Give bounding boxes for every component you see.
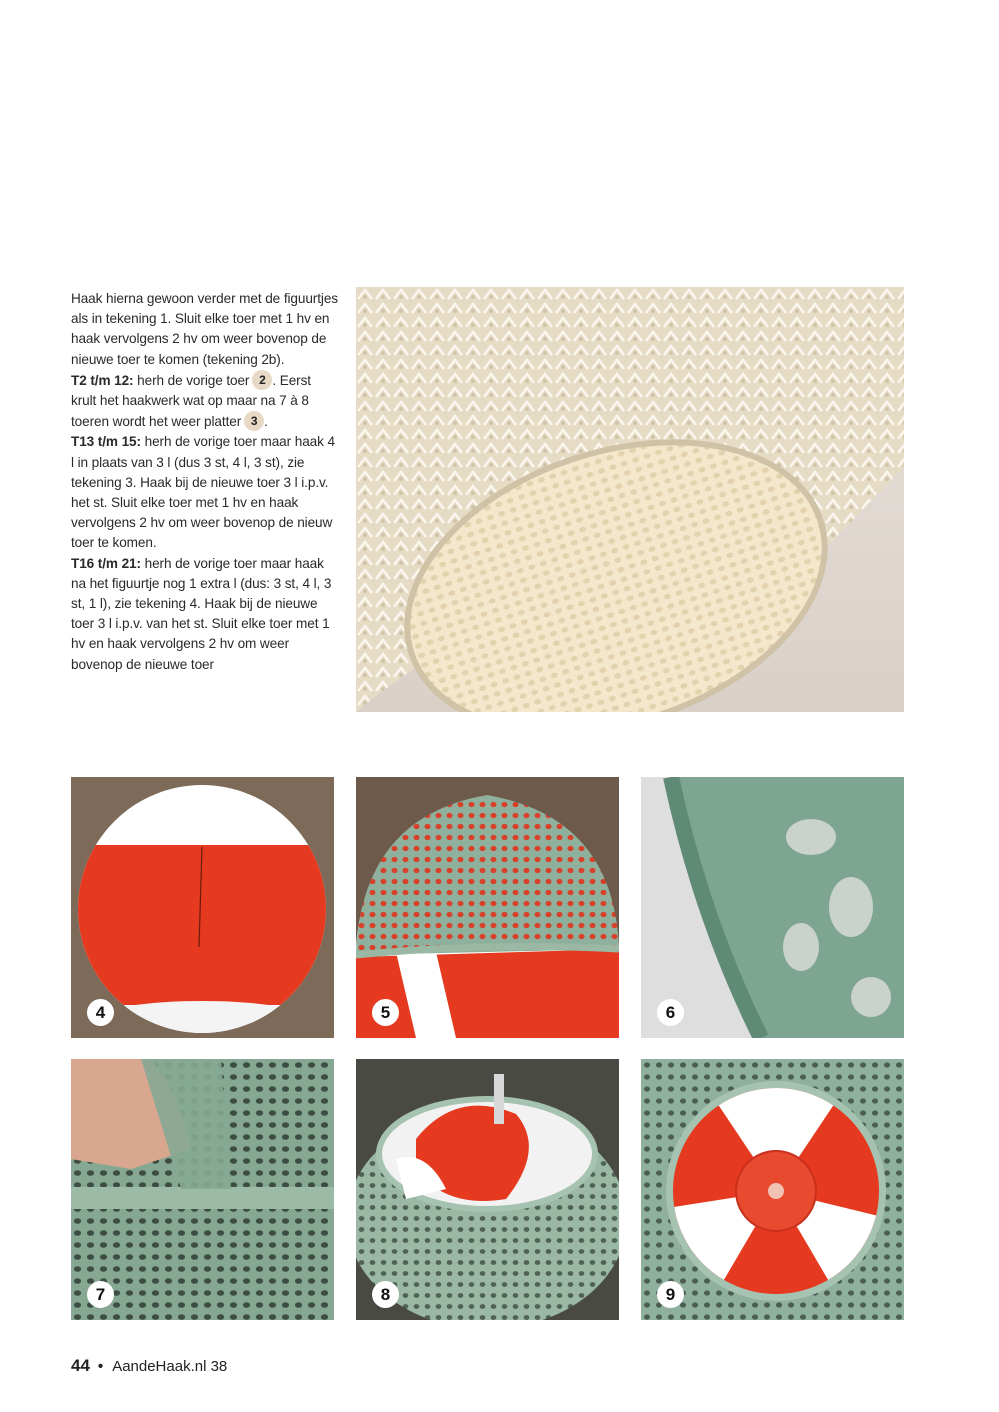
page-number: 44	[71, 1356, 90, 1375]
magazine-name: AandeHaak.nl 38	[112, 1358, 228, 1375]
t13-text: herh de vorige toer maar haak 4 l in plaats van 3 l (dus 3 st, 4 l, 3 st), zie tekening 3. Haak bij de nieuwe toer 3 l i.p.v. het st. Sluit elke toer met 1 hv en haak vervolgens 2 hv om weer bovenop de nieuw toer te komen.	[71, 434, 335, 551]
photo-6-stitch-closeup	[641, 777, 904, 1038]
instructions-text	[71, 289, 339, 675]
drawing-2-badge: 2	[252, 370, 272, 390]
photo-7-label: 7	[87, 1281, 114, 1308]
page-footer	[71, 1356, 227, 1376]
t2-text-a: herh de vorige toer	[137, 372, 250, 388]
t13-label: T13 t/m 15:	[71, 434, 141, 450]
photo-4-label: 4	[87, 999, 114, 1026]
footer-bullet: •	[97, 1358, 104, 1375]
t2-end: .	[264, 414, 268, 430]
photo-6-label: 6	[657, 999, 684, 1026]
photo-4-beach-ball	[71, 777, 334, 1038]
photo-5-label: 5	[372, 999, 399, 1026]
photo-8-label: 8	[372, 1281, 399, 1308]
photo-5-crochet-dome	[356, 777, 619, 1038]
t2-label: T2 t/m 12:	[71, 372, 134, 388]
photo-9-ball-bottom	[641, 1059, 904, 1320]
intro-text: Haak hierna gewoon verder met de figuurtjes als in tekening 1. Sluit elke toer met 1 hv en haak vervolgens 2 hv om weer bovenop de nieuwe toer te komen (tekening 2b).	[71, 291, 338, 367]
t16-text: herh de vorige toer maar haak na het figuurtje nog 1 extra l (dus: 3 st, 4 l, 3 st, 1 l), zie tekening 4. Haak bij de nieuwe toer 3 l i.p.v. van het st. Sluit elke toer met 1 hv en haak vervolgens 2 hv om weer bovenop de nieuwe toer	[71, 555, 332, 672]
t16-label: T16 t/m 21:	[71, 555, 141, 571]
drawing-3-badge: 3	[244, 411, 264, 431]
photo-7-joining-edge	[71, 1059, 334, 1320]
lampshade-photo	[356, 287, 904, 712]
photo-8-deflating-ball	[356, 1059, 619, 1320]
t2-text-b: . Eerst krult het haakwerk wat op maar na 7 à 8 toeren wordt het weer platter	[71, 372, 311, 430]
photo-9-label: 9	[657, 1281, 684, 1308]
